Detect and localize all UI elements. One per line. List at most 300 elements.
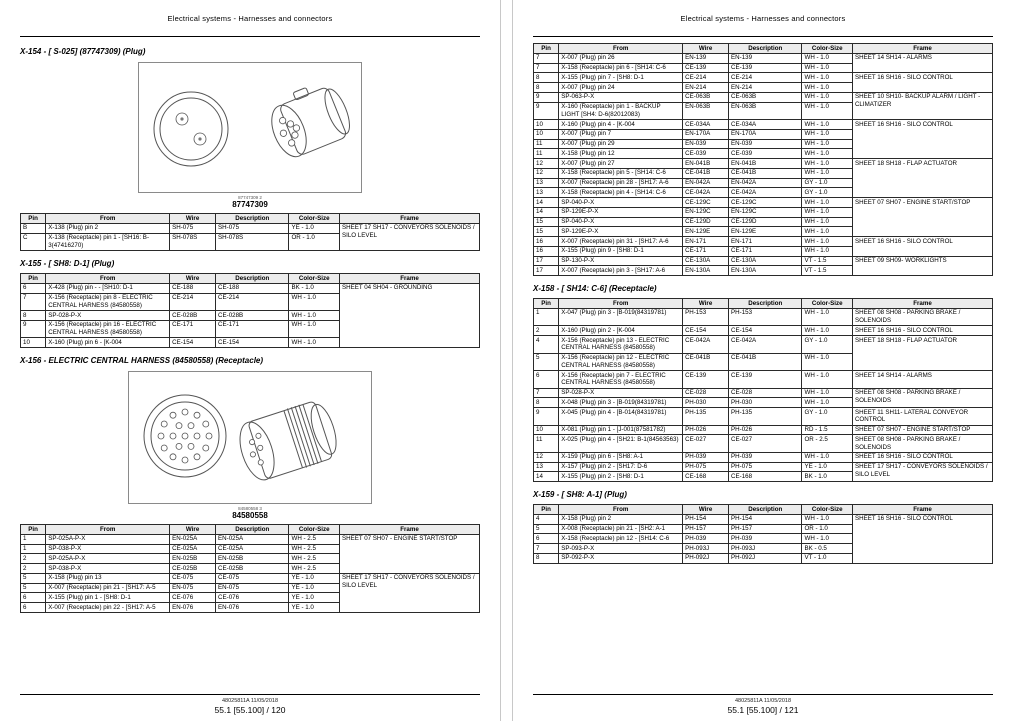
cell: CE-028 xyxy=(729,388,802,398)
cell: SHEET 16 SH16 - SILO CONTROL xyxy=(852,326,992,336)
table-header-row xyxy=(21,214,480,224)
cell: PH-075 xyxy=(683,462,729,472)
cell: X-007 (Receptacle) pin 3 - [SH17: A-6 xyxy=(559,266,683,276)
footer-doc-ref: 48025811A 11/05/2018 xyxy=(734,698,792,704)
cell: X-048 (Plug) pin 3 - [B-019(84319781) xyxy=(559,398,683,408)
cell: 5 xyxy=(534,524,559,534)
figure-x156 xyxy=(128,371,372,504)
column-header: Description xyxy=(216,525,289,535)
cell: SHEET 04 SH04 - GROUNDING xyxy=(339,283,479,347)
cell: WH - 1.0 xyxy=(802,207,852,217)
footer-page-number: 55.1 [55.100] / 121 xyxy=(727,705,799,715)
cell: VT - 1.5 xyxy=(802,256,852,266)
cell: X-007 (Plug) pin 27 xyxy=(559,159,683,169)
table-row xyxy=(21,573,480,583)
footer-doc-ref: 48025811A 11/05/2018 xyxy=(221,698,279,704)
cell: CE-129D xyxy=(729,217,802,227)
cell: EN-041B xyxy=(683,159,729,169)
cell: 11 xyxy=(534,139,559,149)
cell: VT - 1.0 xyxy=(802,553,852,563)
column-header: Description xyxy=(216,214,289,224)
cell: BK - 1.0 xyxy=(802,472,852,482)
table-row xyxy=(534,435,993,453)
cell: 13 xyxy=(534,188,559,198)
cell: PH-154 xyxy=(729,514,802,524)
cell: SH-078S xyxy=(170,233,216,251)
cell: X-155 (Plug) pin 1 - [SH8: D-1 xyxy=(46,593,170,603)
column-header: Pin xyxy=(21,274,46,284)
cell: SP-040-P-X xyxy=(559,217,683,227)
cell: 8 xyxy=(534,553,559,563)
cell: PH-092J xyxy=(729,553,802,563)
cell: WH - 1.0 xyxy=(802,217,852,227)
table-x159 xyxy=(533,504,993,564)
cell: WH - 1.0 xyxy=(802,237,852,247)
cell: X-045 (Plug) pin 4 - [B-014(84319781) xyxy=(559,408,683,426)
cell: CE-028B xyxy=(216,311,289,321)
cell: WH - 1.0 xyxy=(802,102,852,120)
cell: WH - 1.0 xyxy=(802,149,852,159)
cell: WH - 1.0 xyxy=(802,308,852,326)
cell: X-155 (Plug) pin 7 - [SH8: D-1 xyxy=(559,73,683,83)
cell: X-156 (Receptacle) pin 8 - ELECTRIC CENTRAL HARNESS (84580558) xyxy=(46,293,170,311)
cell: WH - 1.0 xyxy=(802,129,852,139)
cell: EN-025B xyxy=(170,554,216,564)
cell: EN-075 xyxy=(216,583,289,593)
column-header: Description xyxy=(729,44,802,54)
figure-id-x154: 87747309 2 xyxy=(238,195,262,200)
cell: 5 xyxy=(21,573,46,583)
cell: PH-157 xyxy=(729,524,802,534)
cell: 10 xyxy=(534,120,559,130)
cell: EN-039 xyxy=(683,139,729,149)
cell: X-008 (Receptacle) pin 21 - [SH2: A-1 xyxy=(559,524,683,534)
table-row xyxy=(534,326,993,336)
column-header: Color-Size xyxy=(289,274,339,284)
cell: EN-042A xyxy=(683,178,729,188)
cell: EN-063B xyxy=(729,102,802,120)
cell: GY - 1.0 xyxy=(802,408,852,426)
cell: EN-129C xyxy=(683,207,729,217)
cell: GY - 1.0 xyxy=(802,178,852,188)
cell: SHEET 18 SH18 - FLAP ACTUATOR xyxy=(852,336,992,371)
cell: PH-039 xyxy=(729,534,802,544)
cell: SHEET 16 SH16 - SILO CONTROL xyxy=(852,452,992,462)
table-row xyxy=(534,53,993,63)
cell: SP-092-P-X xyxy=(559,553,683,563)
cell: 8 xyxy=(21,311,46,321)
cell: 15 xyxy=(534,227,559,237)
cell: 8 xyxy=(534,398,559,408)
cell: SHEET 08 SH08 - PARKING BRAKE / SOLENOIDS xyxy=(852,388,992,408)
cell: 2 xyxy=(534,326,559,336)
column-header: From xyxy=(559,44,683,54)
cell: X-155 (Plug) pin 2 - [SH8: D-1 xyxy=(559,472,683,482)
cell: SHEET 14 SH14 - ALARMS xyxy=(852,371,992,389)
cell: X-007 (Plug) pin 29 xyxy=(559,139,683,149)
cell: YE - 1.0 xyxy=(289,583,339,593)
cell: SHEET 10 SH10- BACKUP ALARM / LIGHT - CLIMATIZER xyxy=(852,92,992,119)
cell: 5 xyxy=(21,583,46,593)
cell: CE-139 xyxy=(729,371,802,389)
column-header: Description xyxy=(729,505,802,515)
cell: X-157 (Plug) pin 2 - [SH17: D-6 xyxy=(559,462,683,472)
figure-x154 xyxy=(138,62,362,193)
table-row xyxy=(534,237,993,247)
cell: SHEET 09 SH09- WORKLIGHTS xyxy=(852,256,992,276)
cell: SP-025A-P-X xyxy=(46,554,170,564)
cell: WH - 1.0 xyxy=(802,168,852,178)
header-rule xyxy=(20,36,480,37)
cell: CE-063B xyxy=(683,92,729,102)
cell: SHEET 16 SH16 - SILO CONTROL xyxy=(852,120,992,159)
table-row xyxy=(534,462,993,472)
cell: CE-041B xyxy=(729,353,802,371)
table-row xyxy=(21,534,480,544)
section-title-x155: X-155 - [ SH8: D-1] (Plug) xyxy=(20,259,115,268)
table-row xyxy=(534,198,993,208)
cell: X-156 (Receptacle) pin 12 - ELECTRIC CENTRAL HARNESS (84580558) xyxy=(559,353,683,371)
table-x155 xyxy=(20,273,480,348)
cell: EN-139 xyxy=(683,53,729,63)
cell: PH-093J xyxy=(729,544,802,554)
cell: CE-028 xyxy=(683,388,729,398)
cell: WH - 1.0 xyxy=(802,398,852,408)
cell: B xyxy=(21,223,46,233)
column-header: Color-Size xyxy=(802,44,852,54)
cell: SHEET 07 SH07 - ENGINE START/STOP xyxy=(852,425,992,435)
table-row xyxy=(534,336,993,354)
cell: EN-170A xyxy=(729,129,802,139)
cell: PH-157 xyxy=(683,524,729,534)
cell: WH - 2.5 xyxy=(289,534,339,544)
cell: SP-025A-P-X xyxy=(46,534,170,544)
cell: EN-041B xyxy=(729,159,802,169)
cell: EN-039 xyxy=(729,139,802,149)
cell: EN-171 xyxy=(683,237,729,247)
cell: OR - 1.0 xyxy=(802,524,852,534)
cell: CE-042A xyxy=(683,188,729,198)
table-row xyxy=(534,120,993,130)
cell: CE-171 xyxy=(729,246,802,256)
cell: 4 xyxy=(534,336,559,354)
cell: SHEET 17 SH17 - CONVEYORS SOLENOIDS / SILO LEVEL xyxy=(339,573,479,612)
cell: EN-129E xyxy=(729,227,802,237)
cell: CE-025A xyxy=(216,544,289,554)
cell: EN-130A xyxy=(729,266,802,276)
connector-drawing-x156 xyxy=(129,372,371,498)
column-header: Pin xyxy=(534,505,559,515)
table-header-row xyxy=(21,525,480,535)
cell: PH-135 xyxy=(729,408,802,426)
cell: BK - 1.0 xyxy=(289,283,339,293)
column-header: Pin xyxy=(534,44,559,54)
cell: 13 xyxy=(534,462,559,472)
cell: PH-030 xyxy=(729,398,802,408)
cell: SHEET 14 SH14 - ALARMS xyxy=(852,53,992,73)
cell: SP-040-P-X xyxy=(559,198,683,208)
cell: PH-092J xyxy=(683,553,729,563)
cell: 10 xyxy=(534,129,559,139)
cell: GY - 1.0 xyxy=(802,188,852,198)
cell: WH - 1.0 xyxy=(802,353,852,371)
cell: CE-076 xyxy=(170,593,216,603)
cell: CE-039 xyxy=(683,149,729,159)
figure-caption-x154: 87747309 xyxy=(232,200,268,209)
cell: 12 xyxy=(534,168,559,178)
cell: SHEET 16 SH16 - SILO CONTROL xyxy=(852,237,992,257)
cell: X-138 (Receptacle) pin 1 - [SH16: B-3(47416270) xyxy=(46,233,170,251)
cell: 8 xyxy=(534,83,559,93)
cell: WH - 1.0 xyxy=(289,338,339,348)
cell: 12 xyxy=(534,159,559,169)
table-row xyxy=(534,256,993,266)
cell: 1 xyxy=(21,534,46,544)
column-header: Pin xyxy=(21,214,46,224)
page-left xyxy=(0,0,501,721)
table-x156-continued xyxy=(533,43,993,276)
figure-id-x156: 84580558 3 xyxy=(238,506,262,511)
cell: WH - 1.0 xyxy=(289,320,339,338)
column-header: From xyxy=(46,214,170,224)
connector-drawing-x154 xyxy=(139,63,361,187)
cell: X-160 (Receptacle) pin 1 - BACKUP LIGHT [SH4: D-6(82012083) xyxy=(559,102,683,120)
column-header: Wire xyxy=(170,525,216,535)
cell: PH-135 xyxy=(683,408,729,426)
cell: CE-130A xyxy=(683,256,729,266)
cell: X-007 (Receptacle) pin 28 - [SH17: A-6 xyxy=(559,178,683,188)
cell: WH - 1.0 xyxy=(289,311,339,321)
cell: 14 xyxy=(534,198,559,208)
footer-rule xyxy=(533,694,993,695)
cell: 11 xyxy=(534,435,559,453)
cell: 11 xyxy=(534,149,559,159)
cell: C xyxy=(21,233,46,251)
column-header: Frame xyxy=(852,299,992,309)
cell: 17 xyxy=(534,266,559,276)
cell: 17 xyxy=(534,256,559,266)
table-x154 xyxy=(20,213,480,251)
cell: WH - 1.0 xyxy=(802,534,852,544)
cell: WH - 1.0 xyxy=(802,63,852,73)
column-header: Color-Size xyxy=(289,214,339,224)
cell: WH - 1.0 xyxy=(802,53,852,63)
cell: CE-171 xyxy=(683,246,729,256)
cell: SHEET 17 SH17 - CONVEYORS SOLENOIDS / SILO LEVEL xyxy=(852,462,992,482)
cell: 7 xyxy=(534,53,559,63)
cell: EN-042A xyxy=(729,178,802,188)
column-header: Color-Size xyxy=(289,525,339,535)
cell: 1 xyxy=(534,308,559,326)
cell: WH - 1.0 xyxy=(802,198,852,208)
cell: CE-214 xyxy=(683,73,729,83)
cell: CE-154 xyxy=(729,326,802,336)
cell: CE-075 xyxy=(216,573,289,583)
cell: EN-214 xyxy=(683,83,729,93)
cell: VT - 1.5 xyxy=(802,266,852,276)
cell: WH - 1.0 xyxy=(802,73,852,83)
cell: 9 xyxy=(534,92,559,102)
cell: 4 xyxy=(534,514,559,524)
table-row xyxy=(534,408,993,426)
table-row xyxy=(534,159,993,169)
table-row xyxy=(534,308,993,326)
cell: 6 xyxy=(534,371,559,389)
table-row xyxy=(534,514,993,524)
table-row xyxy=(534,73,993,83)
column-header: Pin xyxy=(21,525,46,535)
cell: CE-041B xyxy=(729,168,802,178)
cell: OR - 1.0 xyxy=(289,233,339,251)
cell: X-428 (Plug) pin - - [SH10: D-1 xyxy=(46,283,170,293)
cell: X-047 (Plug) pin 3 - [B-019(84319781) xyxy=(559,308,683,326)
cell: EN-063B xyxy=(683,102,729,120)
cell: X-007 (Plug) pin 7 xyxy=(559,129,683,139)
cell: CE-025B xyxy=(170,564,216,574)
cell: 16 xyxy=(534,246,559,256)
cell: WH - 1.0 xyxy=(289,293,339,311)
cell: YE - 1.0 xyxy=(289,593,339,603)
figure-caption-x156: 84580558 xyxy=(232,511,268,520)
cell: X-159 (Plug) pin 6 - [SH8: A-1 xyxy=(559,452,683,462)
table-header-row xyxy=(534,299,993,309)
cell: CE-188 xyxy=(216,283,289,293)
cell: SP-129E-P-X xyxy=(559,227,683,237)
cell: CE-168 xyxy=(729,472,802,482)
cell: 7 xyxy=(534,388,559,398)
cell: EN-214 xyxy=(729,83,802,93)
cell: CE-041B xyxy=(683,168,729,178)
cell: CE-027 xyxy=(683,435,729,453)
column-header: Wire xyxy=(170,214,216,224)
cell: WH - 1.0 xyxy=(802,452,852,462)
cell: PH-030 xyxy=(683,398,729,408)
cell: 7 xyxy=(21,293,46,311)
cell: X-160 (Plug) pin 4 - [K-004 xyxy=(559,120,683,130)
cell: CE-214 xyxy=(729,73,802,83)
cell: PH-026 xyxy=(729,425,802,435)
table-row xyxy=(534,388,993,398)
cell: CE-076 xyxy=(216,593,289,603)
cell: WH - 1.0 xyxy=(802,227,852,237)
cell: SHEET 16 SH16 - SILO CONTROL xyxy=(852,73,992,93)
cell: X-158 (Receptacle) pin 4 - [SH14: C-6 xyxy=(559,188,683,198)
page-header: Electrical systems - Harnesses and connectors xyxy=(680,14,846,23)
cell: CE-034A xyxy=(683,120,729,130)
cell: PH-039 xyxy=(729,452,802,462)
cell: X-007 (Receptacle) pin 22 - [SH17: A-5 xyxy=(46,603,170,613)
section-title-x156: X-156 - ELECTRIC CENTRAL HARNESS (84580558) (Receptacle) xyxy=(20,356,264,365)
cell: PH-153 xyxy=(683,308,729,326)
cell: CE-171 xyxy=(170,320,216,338)
cell: X-158 (Receptacle) pin 5 - [SH14: C-6 xyxy=(559,168,683,178)
cell: CE-039 xyxy=(729,149,802,159)
cell: CE-168 xyxy=(683,472,729,482)
cell: CE-034A xyxy=(729,120,802,130)
cell: WH - 1.0 xyxy=(802,83,852,93)
cell: SH-078S xyxy=(216,233,289,251)
table-row xyxy=(21,223,480,233)
table-header-row xyxy=(534,505,993,515)
cell: EN-130A xyxy=(683,266,729,276)
cell: 6 xyxy=(21,603,46,613)
cell: PH-093J xyxy=(683,544,729,554)
cell: CE-028B xyxy=(170,311,216,321)
table-row xyxy=(534,452,993,462)
cell: X-160 (Plug) pin 2 - [K-004 xyxy=(559,326,683,336)
cell: 13 xyxy=(534,178,559,188)
cell: CE-171 xyxy=(216,320,289,338)
table-row xyxy=(534,371,993,389)
cell: 14 xyxy=(534,207,559,217)
cell: CE-025B xyxy=(216,564,289,574)
cell: SHEET 08 SH08 - PARKING BRAKE / SOLENOIDS xyxy=(852,435,992,453)
cell: WH - 1.0 xyxy=(802,120,852,130)
cell: X-155 (Plug) pin 9 - [SH8: D-1 xyxy=(559,246,683,256)
column-header: Frame xyxy=(339,214,479,224)
table-row xyxy=(534,425,993,435)
column-header: From xyxy=(559,299,683,309)
cell: SP-130-P-X xyxy=(559,256,683,266)
cell: PH-039 xyxy=(683,452,729,462)
cell: CE-154 xyxy=(170,338,216,348)
cell: X-156 (Receptacle) pin 7 - ELECTRIC CENTRAL HARNESS (84580558) xyxy=(559,371,683,389)
cell: CE-129C xyxy=(683,198,729,208)
cell: SHEET 07 SH07 - ENGINE START/STOP xyxy=(852,198,992,237)
cell: X-158 (Receptacle) pin 6 - [SH14: C-6 xyxy=(559,63,683,73)
cell: X-025 (Plug) pin 4 - [SH21: B-1(84563563) xyxy=(559,435,683,453)
footer-rule xyxy=(20,694,480,695)
cell: SP-063-P-X xyxy=(559,92,683,102)
cell: EN-075 xyxy=(170,583,216,593)
cell: CE-042A xyxy=(729,336,802,354)
cell: WH - 2.5 xyxy=(289,564,339,574)
cell: X-156 (Receptacle) pin 13 - ELECTRIC CENTRAL HARNESS (84580558) xyxy=(559,336,683,354)
cell: PH-153 xyxy=(729,308,802,326)
cell: 7 xyxy=(534,63,559,73)
table-row xyxy=(534,92,993,102)
cell: WH - 1.0 xyxy=(802,371,852,389)
cell: 6 xyxy=(21,593,46,603)
column-header: Wire xyxy=(683,44,729,54)
cell: EN-171 xyxy=(729,237,802,247)
cell: X-081 (Plug) pin 1 - [J-001(87581782) xyxy=(559,425,683,435)
cell: EN-076 xyxy=(170,603,216,613)
cell: X-007 (Plug) pin 26 xyxy=(559,53,683,63)
column-header: Color-Size xyxy=(802,299,852,309)
table-row xyxy=(21,283,480,293)
cell: X-007 (Receptacle) pin 21 - [SH17: A-5 xyxy=(46,583,170,593)
cell: SHEET 07 SH07 - ENGINE START/STOP xyxy=(339,534,479,573)
cell: 10 xyxy=(534,425,559,435)
footer-page-number: 55.1 [55.100] / 120 xyxy=(214,705,286,715)
cell: CE-139 xyxy=(683,371,729,389)
cell: CE-025A xyxy=(170,544,216,554)
cell: 2 xyxy=(21,554,46,564)
cell: CE-075 xyxy=(170,573,216,583)
cell: SP-038-P-X xyxy=(46,564,170,574)
cell: 9 xyxy=(534,102,559,120)
cell: 15 xyxy=(534,217,559,227)
cell: CE-214 xyxy=(170,293,216,311)
cell: YE - 1.0 xyxy=(289,573,339,583)
cell: SHEET 18 SH18 - FLAP ACTUATOR xyxy=(852,159,992,198)
cell: WH - 1.0 xyxy=(802,139,852,149)
cell: SH-075 xyxy=(170,223,216,233)
cell: SP-093-P-X xyxy=(559,544,683,554)
cell: EN-129E xyxy=(683,227,729,237)
cell: X-007 (Plug) pin 24 xyxy=(559,83,683,93)
